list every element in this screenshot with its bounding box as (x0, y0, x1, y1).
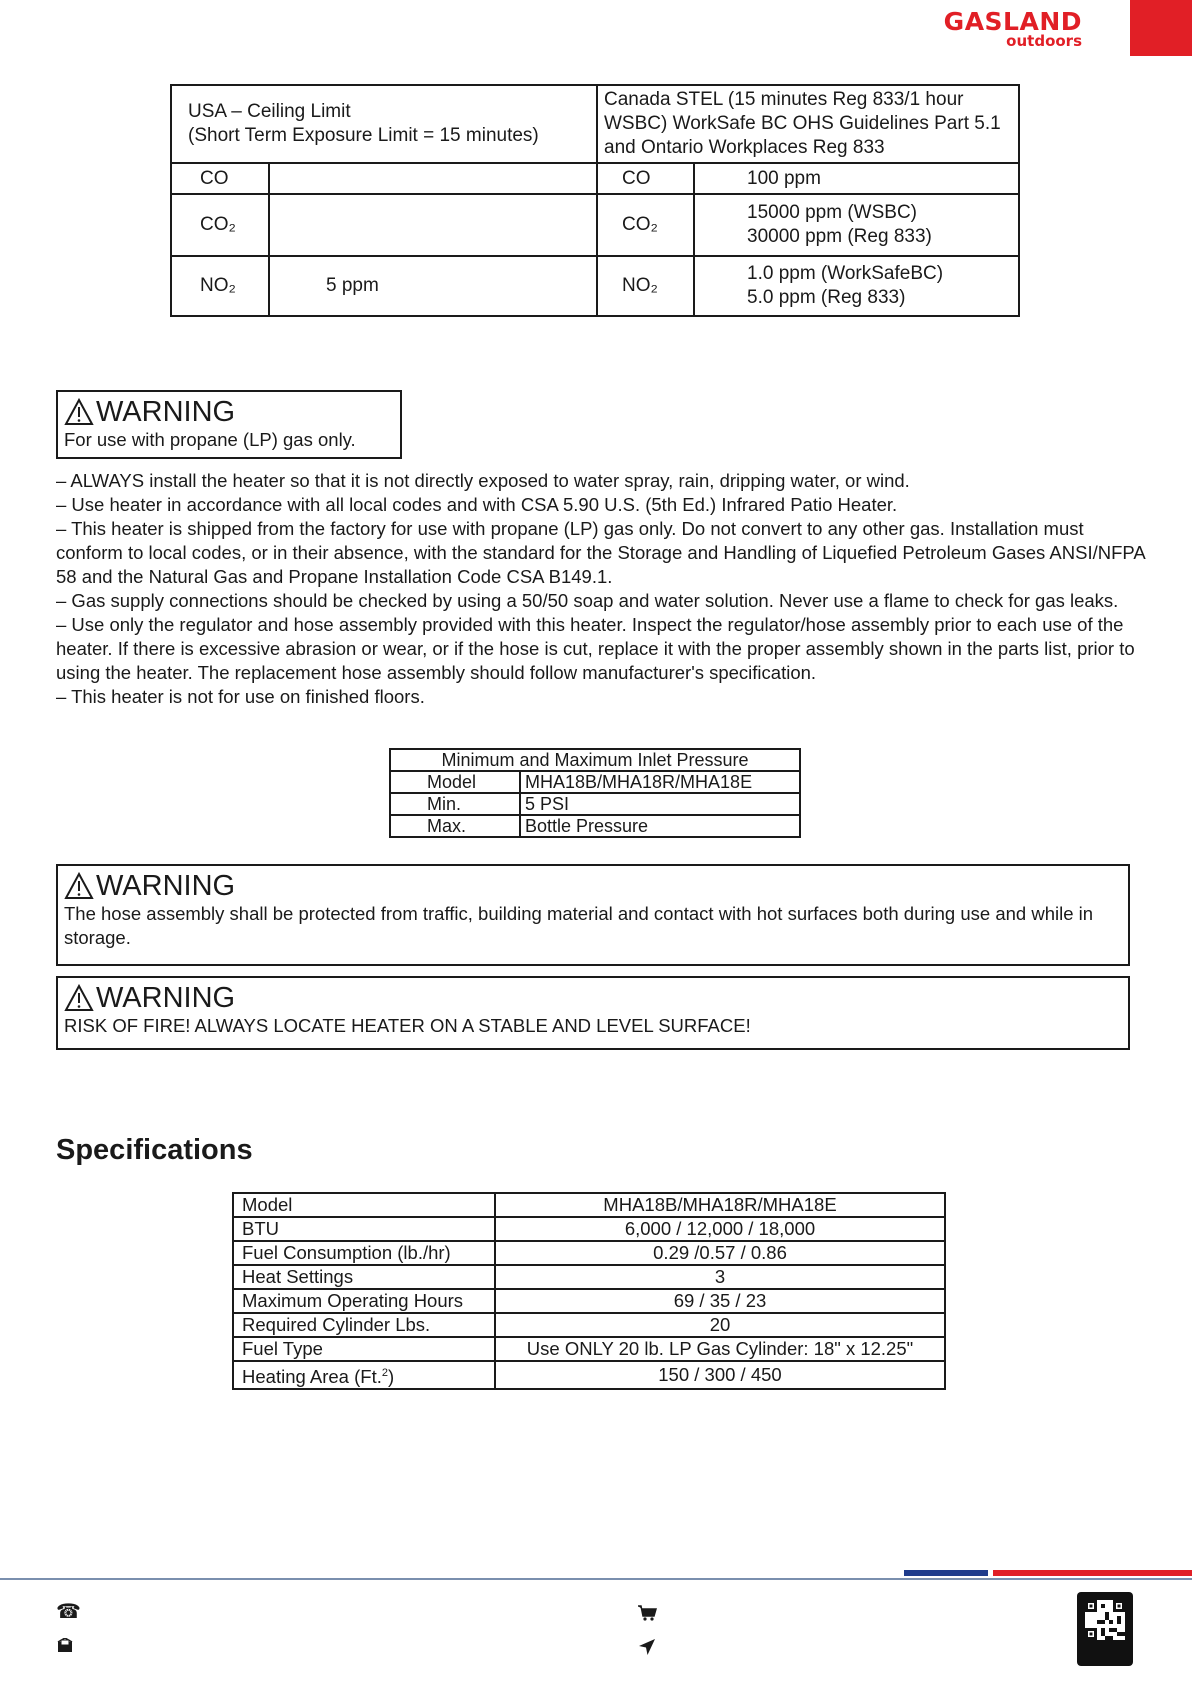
pressure-value: Bottle Pressure (520, 815, 800, 837)
ca-gas: CO₂ (597, 194, 694, 256)
ca-value (694, 163, 1019, 194)
usa-header-line-2: (Short Term Exposure Limit = 15 minutes) (188, 125, 539, 146)
table-row (233, 1217, 945, 1241)
list-item: – Use heater in accordance with all local codes and with CSA 5.90 U.S. (5th Ed.) Infrared Patio Heater. (56, 494, 898, 515)
warning-box-hose (56, 864, 1130, 966)
warning-box-fire (56, 976, 1130, 1050)
warning-title-text: WARNING (96, 982, 236, 1014)
table-row (233, 1289, 945, 1313)
footer-blue-bar (904, 1570, 988, 1576)
brand-logo (944, 8, 1082, 49)
spec-value: 0.29 /0.57 / 0.86 (495, 1241, 945, 1265)
table-row (233, 1241, 945, 1265)
table-row (233, 1265, 945, 1289)
spec-value: MHA18B/MHA18R/MHA18E (495, 1193, 945, 1217)
table-row (233, 1337, 945, 1361)
table-row (171, 194, 1019, 256)
list-item: – ALWAYS install the heater so that it is not directly exposed to water spray, rain, dripping water, or wind. (56, 470, 910, 491)
ca-gas: NO₂ (597, 256, 694, 316)
table-row (390, 771, 800, 793)
spec-label: Model (233, 1193, 495, 1217)
warning-triangle-icon (64, 872, 94, 900)
list-item: – Use only the regulator and hose assembly provided with this heater. Inspect the regulator/hose assembly prior to each use of the heater. If there is excessive abrasion or wear, or if the hose is cut, replace it with the proper assembly shown in the parts list, prior to using the heater. The replacement hose assembly should follow manufacturer's specification. (56, 614, 1135, 683)
table-row (171, 163, 1019, 194)
canada-header-cell: Canada STEL (15 minutes Reg 833/1 hour WSBC) WorkSafe BC OHS Guidelines Part 5.1 and Ontario Workplaces Reg 833 (597, 85, 1019, 163)
pressure-label: Model (390, 771, 520, 793)
spec-value: 69 / 35 / 23 (495, 1289, 945, 1313)
ca-value-line-2: 30000 ppm (Reg 833) (747, 226, 932, 247)
pressure-label: Max. (390, 815, 520, 837)
warning-text: The hose assembly shall be protected from traffic, building material and contact with hot surfaces both during use and while in storage. (64, 903, 1094, 948)
list-item: – Gas supply connections should be checked by using a 50/50 soap and water solution. Never use a flame to check for gas leaks. (56, 590, 1119, 611)
usa-header-line-1: USA – Ceiling Limit (188, 101, 351, 122)
usa-gas: CO₂ (171, 194, 269, 256)
footer-divider (0, 1578, 1192, 1580)
spec-value: 20 (495, 1313, 945, 1337)
warning-title-text: WARNING (96, 396, 236, 428)
spec-value: 6,000 / 12,000 / 18,000 (495, 1217, 945, 1241)
cart-icon (638, 1605, 658, 1626)
spec-label (233, 1361, 495, 1389)
brand-sub: outdoors (1006, 32, 1082, 50)
ca-value-line-1: 15000 ppm (WSBC) (747, 202, 918, 223)
pressure-label: Min. (390, 793, 520, 815)
spec-value: Use ONLY 20 lb. LP Gas Cylinder: 18" x 12.25" (495, 1337, 945, 1361)
ca-value (694, 256, 1019, 316)
usa-value (269, 194, 597, 256)
usa-gas: CO (171, 163, 269, 194)
warning-triangle-icon (64, 984, 94, 1012)
warning-text: RISK OF FIRE! ALWAYS LOCATE HEATER ON A STABLE AND LEVEL SURFACE! (64, 1015, 751, 1036)
table-row (390, 815, 800, 837)
ca-value-line-1: 1.0 ppm (WorkSafeBC) (747, 263, 944, 284)
exposure-limits-table (170, 84, 1020, 317)
usa-value (269, 163, 597, 194)
spec-label: Fuel Type (233, 1337, 495, 1361)
table-row (233, 1193, 945, 1217)
spec-label-sup: 2 (381, 1367, 388, 1379)
pressure-value: MHA18B/MHA18R/MHA18E (520, 771, 800, 793)
spec-label: BTU (233, 1217, 495, 1241)
spec-label-prefix: Heating Area (Ft. (242, 1366, 382, 1388)
qr-code-pattern (1085, 1600, 1125, 1640)
safety-instructions (56, 469, 1146, 709)
qr-caption (1081, 1652, 1129, 1662)
header-red-tab (1130, 0, 1192, 56)
table-row (233, 1361, 945, 1389)
usa-gas: NO₂ (171, 256, 269, 316)
spec-label: Heat Settings (233, 1265, 495, 1289)
usa-header-cell (171, 85, 597, 163)
specifications-heading: Specifications (56, 1134, 253, 1166)
spec-label-suffix: ) (387, 1366, 395, 1388)
warning-text: For use with propane (LP) gas only. (64, 429, 356, 450)
spec-label: Maximum Operating Hours (233, 1289, 495, 1313)
inlet-pressure-table (389, 748, 801, 838)
usa-value: 5 ppm (269, 256, 597, 316)
warning-title (64, 396, 394, 428)
footer-red-bar (993, 1570, 1192, 1576)
ca-value-line-1: 100 ppm (747, 167, 821, 189)
ca-gas: CO (597, 163, 694, 194)
spec-value: 3 (495, 1265, 945, 1289)
table-row (171, 256, 1019, 316)
warning-title (64, 982, 1122, 1014)
pressure-table-title: Minimum and Maximum Inlet Pressure (390, 749, 800, 771)
qr-code-icon (1077, 1592, 1133, 1666)
mail-icon (57, 1638, 73, 1658)
phone-icon: ☎ (56, 1601, 81, 1623)
pressure-value: 5 PSI (520, 793, 800, 815)
warning-box-propane (56, 390, 402, 459)
warning-triangle-icon (64, 398, 94, 426)
warning-title-text: WARNING (96, 870, 236, 902)
spec-label: Fuel Consumption (lb./hr) (233, 1241, 495, 1265)
warning-title (64, 870, 1122, 902)
table-row (390, 793, 800, 815)
list-item: – This heater is not for use on finished floors. (56, 686, 425, 707)
list-item: – This heater is shipped from the factory for use with propane (LP) gas only. Do not convert to any other gas. Installation must conform to local codes, or in their absence, with the standard for the Storage and Handling of Liquefied Petroleum Gases ANSI/NFPA 58 and the Natural Gas and Propane Installation Code CSA B149.1. (56, 518, 1145, 587)
spec-value: 150 / 300 / 450 (495, 1361, 945, 1389)
ca-value (694, 194, 1019, 256)
ca-value-line-2: 5.0 ppm (Reg 833) (747, 287, 906, 308)
location-arrow-icon (639, 1639, 655, 1660)
specifications-table (232, 1192, 946, 1390)
brand-name: GASLAND (943, 7, 1082, 36)
table-row (233, 1313, 945, 1337)
spec-label: Required Cylinder Lbs. (233, 1313, 495, 1337)
